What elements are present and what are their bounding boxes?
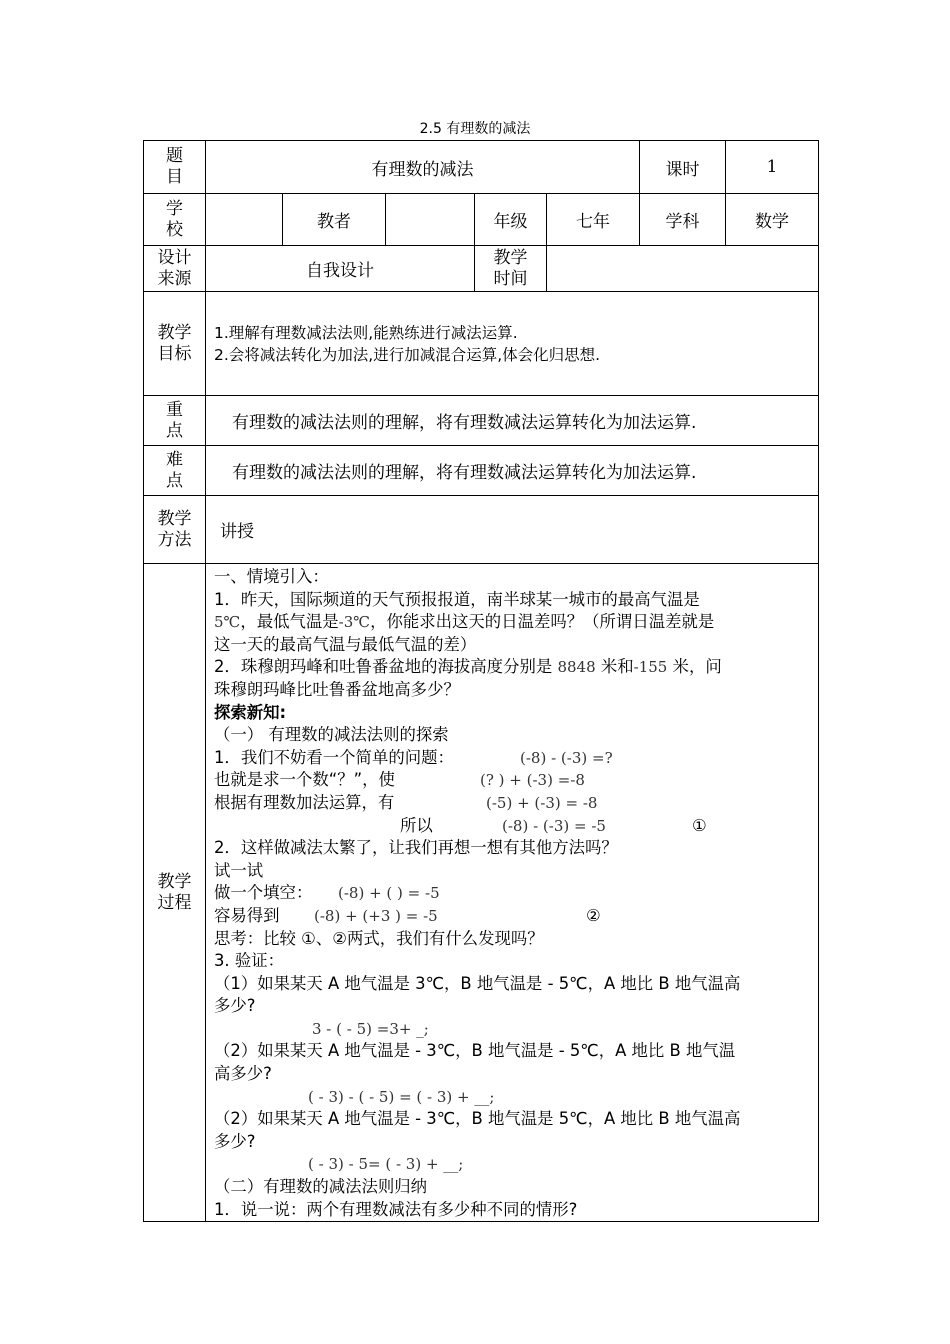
problem-1-line-3: 这一天的最高气温与最低气温的差）	[214, 634, 477, 654]
method-text: 讲授	[206, 496, 819, 564]
verify-2-line-2: 高多少?	[214, 1064, 272, 1084]
verify-heading: 3. 验证：	[214, 951, 285, 971]
question-4: 所以 (-8) - (-3) = -5 ①	[214, 815, 812, 838]
time-label: 教学时间	[475, 246, 547, 292]
school-value	[206, 194, 283, 246]
verify-2-expression: ( - 3) - ( - 5) = ( - 3) + __;	[308, 1087, 495, 1106]
source-value: 自我设计	[206, 246, 475, 292]
question-1: 1．我们不妨看一个简单的问题： (-8) - (-3) =?	[214, 747, 613, 767]
teacher-label: 教者	[283, 194, 386, 246]
lesson-plan-table	[143, 140, 819, 1222]
subsection-2-heading: （二）有理数的减法法则归纳	[214, 1177, 428, 1197]
row-method	[144, 496, 819, 564]
circle-two-marker: ②	[586, 905, 601, 925]
subject-value: 数学	[726, 194, 819, 246]
explore-heading: 探索新知:	[214, 702, 287, 722]
source-label: 设计来源	[144, 246, 206, 292]
question-3: 根据有理数加法运算，有 (-5) + (-3) = -8	[214, 792, 598, 812]
question-5: 2．这样做减法太繁了，让我们再想一想有其他方法吗？	[214, 838, 618, 858]
verify-3-line-1: （2）如果某天 A 地气温是 - 3℃，B 地气温是 5℃，A 地比 B 地气温高	[214, 1109, 741, 1129]
process-label: 教学过程	[144, 564, 206, 1222]
difficulty-text: 有理数的减法法则的理解，将有理数减法运算转化为加法运算.	[206, 446, 819, 496]
goals-content	[206, 292, 819, 396]
circle-one-marker: ①	[692, 815, 707, 835]
school-label: 学校	[144, 194, 206, 246]
subject-label: 学科	[640, 194, 726, 246]
try-heading: 试一试	[214, 860, 264, 880]
verify-3-expression: ( - 3) - 5= ( - 3) + __;	[308, 1155, 464, 1174]
discussion-line: 1．说一说：两个有理数减法有多少种不同的情形?	[214, 1199, 578, 1219]
question-2: 也就是求一个数“？”，使 (? ) + (-3) =-8	[214, 770, 585, 790]
fill-in-line: 做一个填空： (-8) + ( ) = -5	[214, 883, 440, 903]
easy-result-line: 容易得到 (-8) + (+3 ) = -5 ②	[214, 905, 812, 928]
row-goals	[144, 292, 819, 396]
think-line: 思考：比较 ①、②两式，我们有什么发现吗？	[214, 928, 544, 948]
topic-value: 有理数的减法	[206, 141, 640, 194]
difficulty-label: 难点	[144, 446, 206, 496]
problem-2-line-2: 珠穆朗玛峰比吐鲁番盆地高多少？	[214, 679, 460, 699]
key-point-label: 重点	[144, 396, 206, 446]
document-title: 2.5 有理数的减法	[419, 121, 531, 137]
period-label: 课时	[640, 141, 726, 194]
row-school	[144, 194, 819, 246]
problem-1-line-1: 1．昨天，国际频道的天气预报报道，南半球某一城市的最高气温是	[214, 589, 700, 609]
key-point-text: 有理数的减法法则的理解，将有理数减法运算转化为加法运算.	[206, 396, 819, 446]
time-value	[547, 246, 819, 292]
subsection-1-heading: （一） 有理数的减法法则的探索	[214, 725, 449, 745]
goal-item: 1.理解有理数减法法则,能熟练进行减法运算.	[214, 323, 518, 342]
verify-1-line-1: （1）如果某天 A 地气温是 3℃，B 地气温是 - 5℃，A 地比 B 地气温高	[214, 973, 741, 993]
verify-1-expression: 3 - ( - 5) =3+ _;	[312, 1019, 429, 1038]
teacher-value	[386, 194, 475, 246]
period-value: 1	[726, 141, 819, 194]
row-key-point	[144, 396, 819, 446]
row-process	[144, 564, 819, 1222]
verify-2-line-1: （2）如果某天 A 地气温是 - 3℃，B 地气温是 - 5℃，A 地比 B 地气温	[214, 1041, 736, 1061]
row-topic	[144, 141, 819, 194]
row-source	[144, 246, 819, 292]
goals-label: 教学目标	[144, 292, 206, 396]
grade-value: 七年	[547, 194, 640, 246]
process-content	[206, 564, 819, 1222]
grade-label: 年级	[475, 194, 547, 246]
verify-1-line-2: 多少?	[214, 996, 256, 1016]
problem-1-line-2: 5℃，最低气温是-3℃，你能求出这天的日温差吗？（所谓日温差就是	[214, 612, 715, 632]
topic-label: 题目	[144, 141, 206, 194]
method-label: 教学方法	[144, 496, 206, 564]
problem-2-line-1: 2．珠穆朗玛峰和吐鲁番盆地的海拔高度分别是 8848 米和-155 米，问	[214, 657, 722, 677]
row-difficulty	[144, 446, 819, 496]
goal-item: 2.会将减法转化为加法,进行加减混合运算,体会化归思想.	[214, 345, 601, 364]
verify-3-line-2: 多少?	[214, 1131, 256, 1151]
section-heading: 一、情境引入：	[214, 567, 329, 586]
